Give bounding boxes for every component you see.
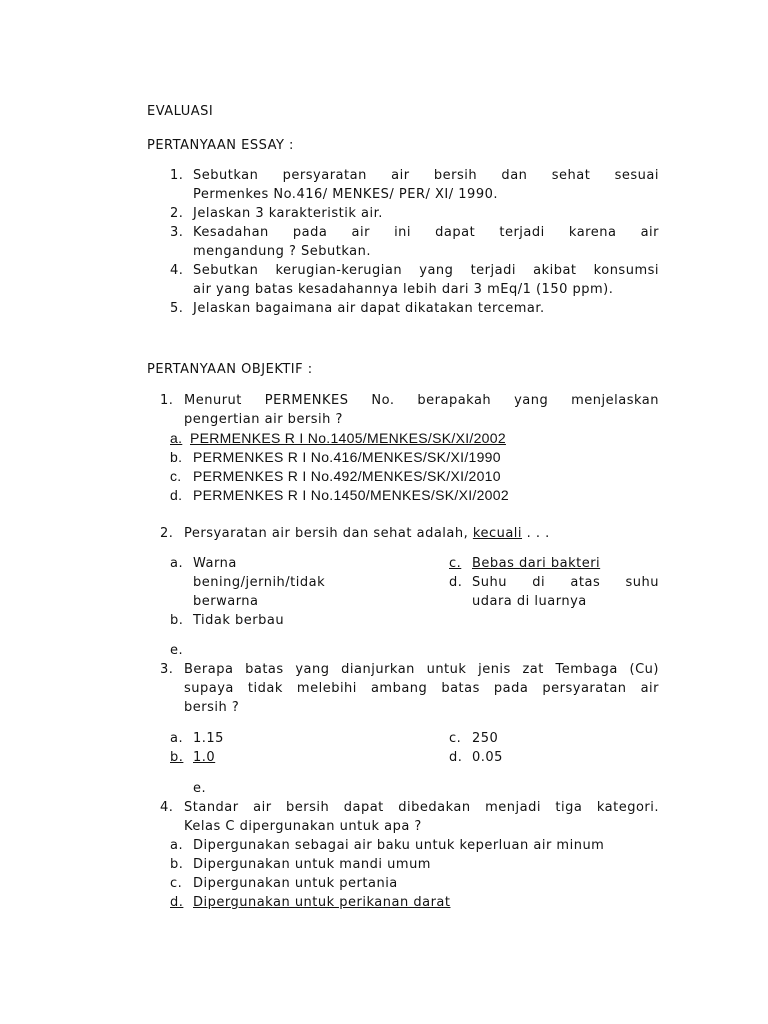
q3-option-e-letter: e. — [193, 781, 207, 796]
q3-option-d-letter: d. — [449, 750, 463, 765]
essay-heading: PERTANYAAN ESSAY : — [147, 138, 294, 153]
essay-1-number: 1. — [170, 168, 184, 183]
q1-number: 1. — [160, 393, 174, 408]
essay-5-line-1: Jelaskan bagaimana air dapat dikatakan tercemar. — [193, 301, 545, 316]
q2-option-e-letter: e. — [170, 643, 184, 658]
essay-1-line-1: Sebutkan persyaratan air bersih dan sehat sesuai — [193, 168, 659, 183]
q1-option-a-text: PERMENKES R I No.1405/MENKES/SK/XI/2002 — [190, 430, 506, 446]
q2-number: 2. — [160, 526, 174, 541]
q4-line-1: Standar air bersih dapat dibedakan menjadi tiga kategori. — [184, 800, 659, 815]
q3-number: 3. — [160, 662, 174, 677]
q1-line-2: pengertian air bersih ? — [184, 412, 343, 427]
essay-3-number: 3. — [170, 225, 184, 240]
q1-option-d-text: PERMENKES R I No.1450/MENKES/SK/XI/2002 — [193, 487, 509, 503]
q2-option-a-line-1: Warna — [193, 556, 237, 571]
q1-option-a-letter: a. — [170, 430, 183, 446]
q2-option-d-line-2: udara di luarnya — [472, 594, 587, 609]
q2-option-c-text: Bebas dari bakteri — [472, 556, 601, 571]
q2-option-d-letter: d. — [449, 575, 463, 590]
essay-4-line-1: Sebutkan kerugian-kerugian yang terjadi akibat konsumsi — [193, 263, 659, 278]
q4-option-b-letter: b. — [170, 857, 184, 872]
q1-option-c-letter: c. — [170, 468, 182, 484]
q3-line-1: Berapa batas yang dianjurkan untuk jenis zat Tembaga (Cu) — [184, 662, 659, 677]
q1-option-c-text: PERMENKES R I No.492/MENKES/SK/XI/2010 — [193, 468, 501, 484]
q1-option-b-text: PERMENKES R I No.416/MENKES/SK/XI/1990 — [193, 449, 501, 465]
q2-option-a-letter: a. — [170, 556, 184, 571]
q2-option-b-letter: b. — [170, 613, 184, 628]
q4-option-d-text: Dipergunakan untuk perikanan darat — [193, 895, 451, 910]
q3-option-c-letter: c. — [449, 731, 462, 746]
objektif-heading: PERTANYAAN OBJEKTIF : — [147, 362, 313, 377]
q3-option-c-text: 250 — [472, 731, 499, 746]
q4-option-a-letter: a. — [170, 838, 184, 853]
q3-line-2: supaya tidak melebihi ambang batas pada persyaratan air — [184, 681, 659, 696]
q4-option-b-text: Dipergunakan untuk mandi umum — [193, 857, 431, 872]
q3-option-b-text: 1.0 — [193, 750, 216, 765]
essay-4-number: 4. — [170, 263, 184, 278]
q4-line-2: Kelas C dipergunakan untuk apa ? — [184, 819, 422, 834]
q2-option-a-line-3: berwarna — [193, 594, 259, 609]
q1-option-b-letter: b. — [170, 449, 183, 465]
q2-option-c-letter: c. — [449, 556, 462, 571]
q3-option-a-text: 1.15 — [193, 731, 224, 746]
document-title: EVALUASI — [147, 104, 214, 119]
essay-3-line-1: Kesadahan pada air ini dapat terjadi karena air — [193, 225, 659, 240]
q3-option-b-letter: b. — [170, 750, 184, 765]
q1-option-d-letter: d. — [170, 487, 183, 503]
q2-option-d-line-1: Suhu di atas suhu — [472, 575, 659, 590]
essay-2-number: 2. — [170, 206, 184, 221]
essay-3-line-2: mengandung ? Sebutkan. — [193, 244, 371, 259]
q2-option-a-line-2: bening/jernih/tidak — [193, 575, 326, 590]
q4-option-c-letter: c. — [170, 876, 183, 891]
q4-option-d-letter: d. — [170, 895, 184, 910]
q2-option-b-text: Tidak berbau — [193, 613, 285, 628]
essay-4-line-2: air yang batas kesadahannya lebih dari 3 mEq/1 (150 ppm). — [193, 282, 614, 297]
q4-option-c-text: Dipergunakan untuk pertania — [193, 876, 398, 891]
q1-line-1: Menurut PERMENKES No. berapakah yang menjelaskan — [184, 393, 659, 408]
q4-number: 4. — [160, 800, 174, 815]
q2-kecuali: kecuali — [472, 526, 523, 541]
essay-5-number: 5. — [170, 301, 184, 316]
essay-2-line-1: Jelaskan 3 karakteristik air. — [193, 206, 383, 221]
q3-option-d-text: 0.05 — [472, 750, 503, 765]
q4-option-a-text: Dipergunakan sebagai air baku untuk keperluan air minum — [193, 838, 605, 853]
q2-ellipsis: . . . — [526, 526, 550, 541]
q3-line-3: bersih ? — [184, 700, 240, 715]
q2-question-text: Persyaratan air bersih dan sehat adalah, — [184, 526, 469, 541]
essay-1-line-2: Permenkes No.416/ MENKES/ PER/ XI/ 1990. — [193, 187, 498, 202]
q3-option-a-letter: a. — [170, 731, 184, 746]
q2-question — [184, 524, 550, 543]
